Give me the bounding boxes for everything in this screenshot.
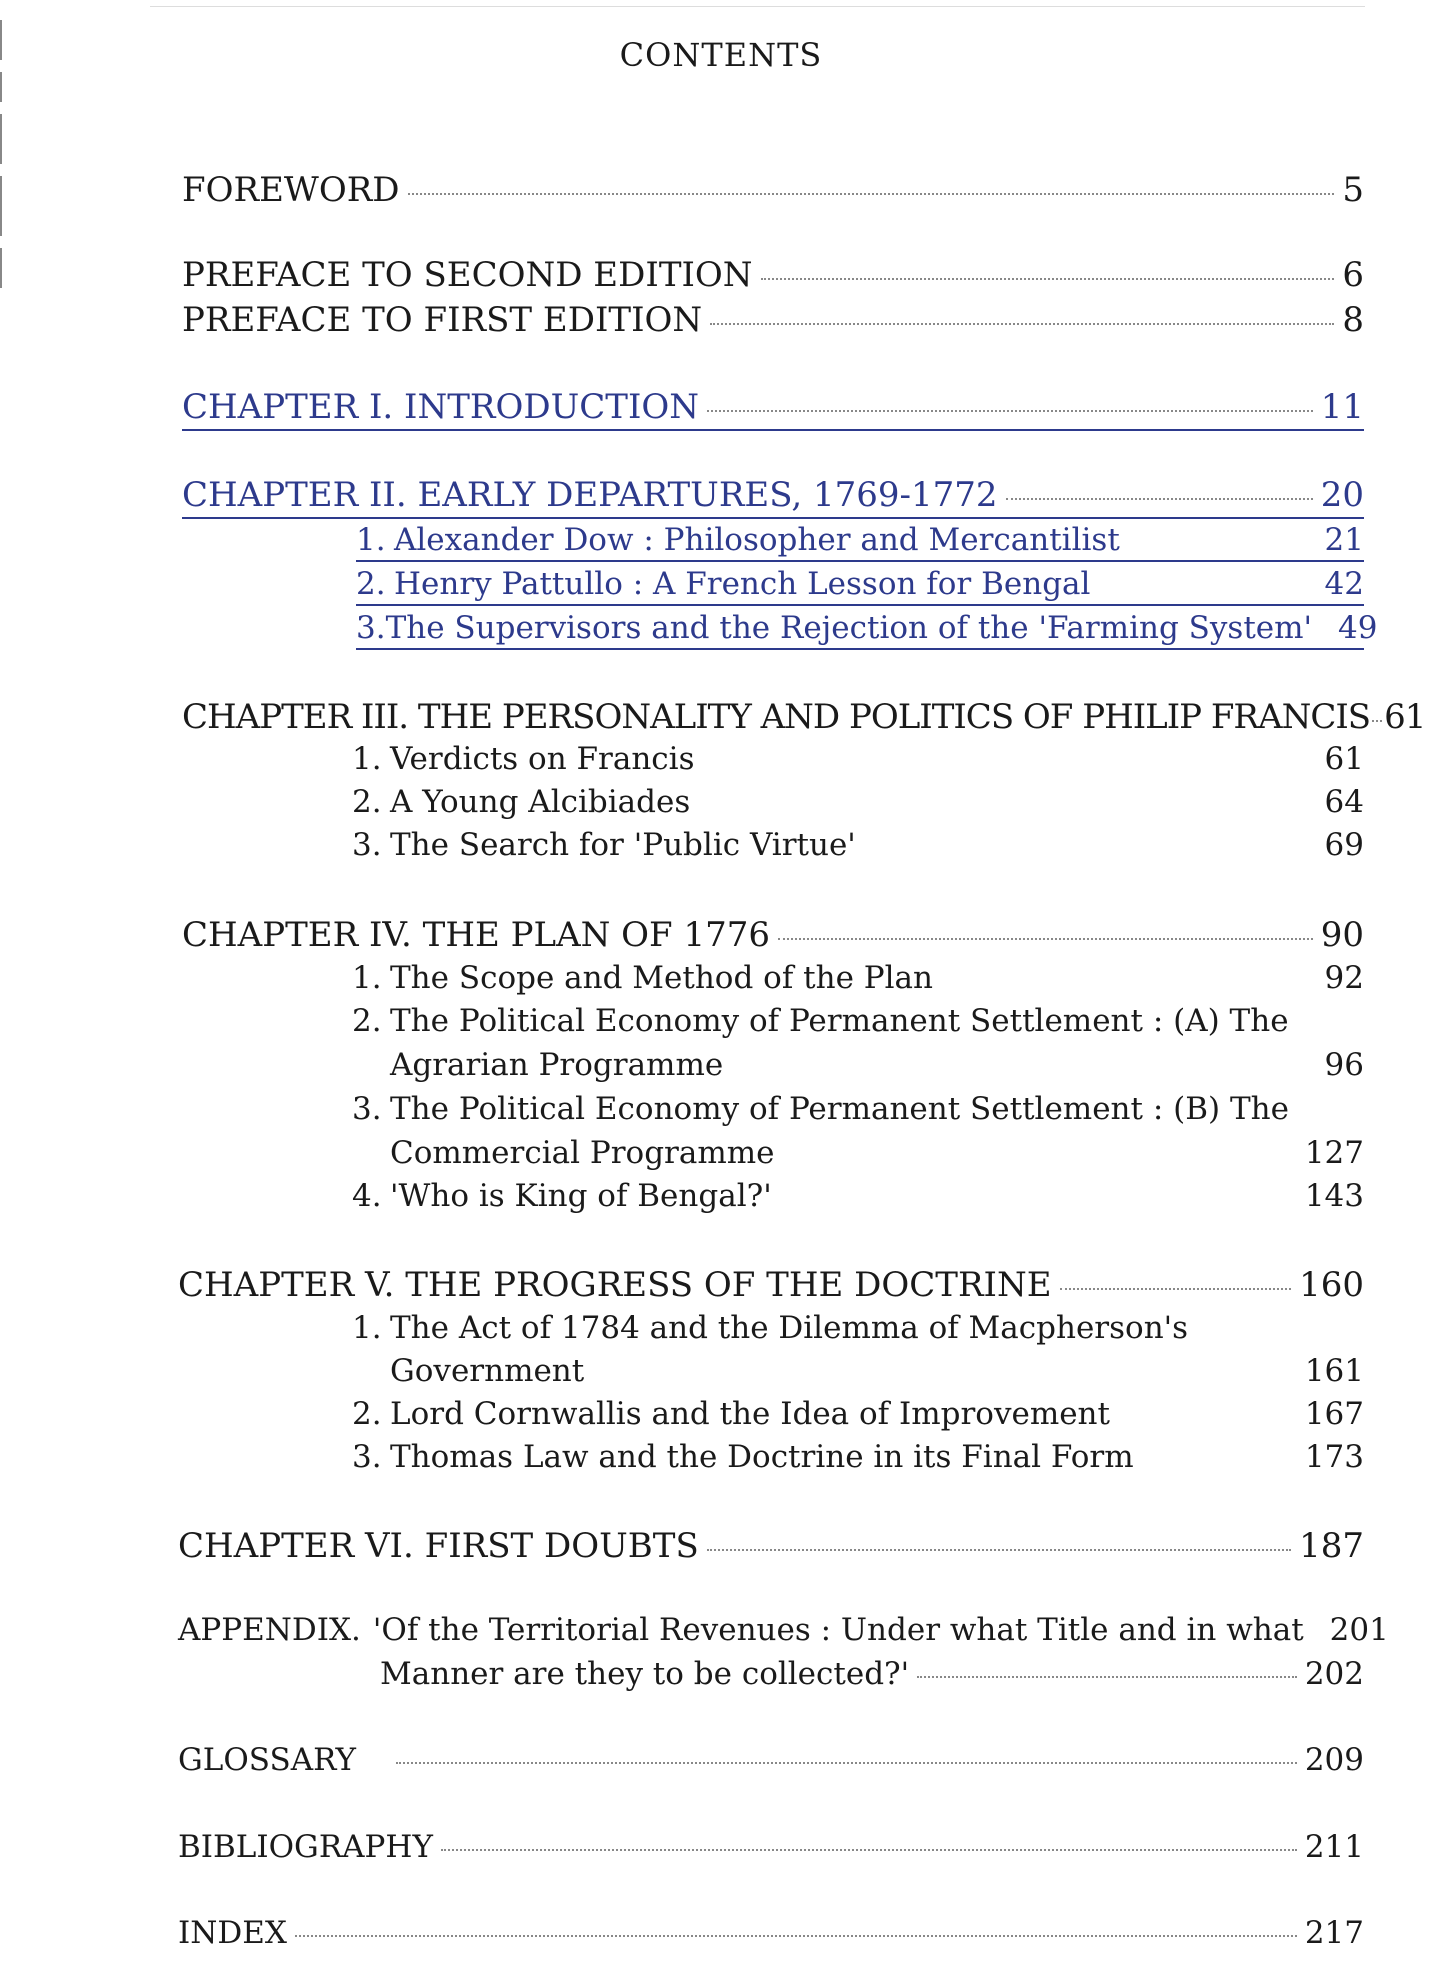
entry-label: The Political Economy of Permanent Settlement : (B) The: [390, 1091, 1289, 1127]
toc-entry-bibliography[interactable]: [178, 1829, 1364, 1865]
leader-dots: [761, 278, 1335, 280]
entry-page: 202: [1304, 1656, 1364, 1692]
toc-entry-foreword[interactable]: [182, 170, 1364, 210]
toc-entry-5-1[interactable]: [352, 1310, 1364, 1346]
entry-label: BIBLIOGRAPHY: [178, 1829, 433, 1865]
entry-number: 2.: [352, 1396, 382, 1432]
entry-label: CHAPTER IV. THE PLAN OF 1776: [182, 915, 770, 955]
toc-entry-4-1[interactable]: [352, 960, 1364, 996]
leader-dots: [778, 938, 1313, 940]
entry-page: 11: [1320, 387, 1364, 427]
toc-entry-2-2[interactable]: [356, 566, 1364, 606]
entry-number: 2.: [352, 1003, 382, 1039]
toc-entry-2-3[interactable]: [356, 610, 1378, 650]
entry-number: 1.: [352, 960, 382, 996]
leader-dots: [917, 1676, 1297, 1678]
entry-page: 217: [1304, 1915, 1364, 1951]
toc-entry-preface-first[interactable]: [182, 300, 1364, 340]
entry-label: APPENDIX.: [178, 1612, 361, 1648]
entry-page: 61: [1324, 741, 1364, 777]
toc-entry-chapter-5[interactable]: [178, 1265, 1364, 1305]
entry-page: 8: [1342, 300, 1364, 340]
toc-entry-chapter-4[interactable]: [182, 915, 1364, 955]
entry-label: Lord Cornwallis and the Idea of Improvement: [390, 1396, 1110, 1432]
toc-entry-5-1-cont[interactable]: [390, 1353, 1364, 1389]
toc-entry-5-2[interactable]: [352, 1396, 1364, 1432]
toc-entry-appendix-cont[interactable]: [380, 1656, 1364, 1692]
toc-entry-5-3[interactable]: [352, 1439, 1364, 1475]
entry-label: The Act of 1784 and the Dilemma of Macpherson's: [390, 1310, 1189, 1346]
leader-dots: [396, 1762, 1297, 1764]
entry-page: 209: [1304, 1742, 1364, 1778]
entry-label: The Search for 'Public Virtue': [390, 827, 856, 863]
entry-page: 160: [1299, 1265, 1364, 1305]
entry-label: Alexander Dow : Philosopher and Mercantilist: [394, 522, 1120, 558]
toc-entry-4-3-cont[interactable]: [390, 1135, 1364, 1171]
appendix-title: 'Of the Territorial Revenues : Under what Title and in what: [372, 1612, 1304, 1648]
leader-dots: [295, 1935, 1297, 1937]
toc-entry-glossary[interactable]: [178, 1742, 1364, 1778]
entry-label: PREFACE TO FIRST EDITION: [182, 300, 703, 340]
entry-page: 167: [1304, 1396, 1364, 1432]
entry-page: 92: [1324, 960, 1364, 996]
leader-dots: [710, 323, 1334, 325]
toc-entry-3-3[interactable]: [352, 827, 1364, 863]
entry-label: CHAPTER III. THE PERSONALITY AND POLITICS OF PHILIP FRANCIS: [182, 697, 1371, 737]
entry-page: 143: [1304, 1178, 1364, 1214]
entry-label-continuation: Government: [390, 1353, 585, 1389]
entry-label-continuation: Commercial Programme: [390, 1135, 775, 1171]
entry-page: 42: [1324, 566, 1364, 602]
entry-number: 3.: [356, 610, 386, 646]
entry-label-continuation: Agrarian Programme: [390, 1047, 724, 1083]
entry-page: 5: [1342, 170, 1364, 210]
entry-label: The Political Economy of Permanent Settlement : (A) The: [390, 1003, 1289, 1039]
toc-entry-chapter-2[interactable]: [182, 475, 1364, 519]
entry-label: The Scope and Method of the Plan: [390, 960, 933, 996]
toc-entry-chapter-3[interactable]: [182, 697, 1426, 737]
entry-page: 64: [1324, 784, 1364, 820]
leader-dots: [1372, 720, 1382, 722]
entry-label: A Young Alcibiades: [390, 784, 691, 820]
toc-entry-3-2[interactable]: [352, 784, 1364, 820]
entry-page: 6: [1342, 255, 1364, 295]
toc-entry-4-2-cont[interactable]: [390, 1047, 1364, 1083]
entry-label: CHAPTER II. EARLY DEPARTURES, 1769-1772: [182, 475, 998, 515]
toc-entry-index[interactable]: [178, 1915, 1364, 1951]
page-title: CONTENTS: [619, 36, 823, 74]
leader-dots: [707, 410, 1313, 412]
leader-dots: [1060, 1288, 1292, 1290]
toc-entry-4-4[interactable]: [352, 1178, 1364, 1214]
entry-page: 69: [1324, 827, 1364, 863]
entry-page: 201: [1329, 1612, 1389, 1648]
entry-page: 90: [1320, 915, 1364, 955]
entry-page: 161: [1304, 1353, 1364, 1389]
toc-entry-4-3[interactable]: [352, 1091, 1364, 1127]
table-of-contents: [178, 0, 1426, 1988]
entry-page: 20: [1320, 475, 1364, 515]
entry-label: INDEX: [178, 1915, 287, 1951]
leader-dots: [1006, 498, 1313, 500]
entry-number: 1.: [352, 741, 382, 777]
entry-label: GLOSSARY: [178, 1742, 356, 1778]
entry-label: Verdicts on Francis: [390, 741, 695, 777]
entry-page: 21: [1324, 522, 1364, 558]
entry-page: 96: [1324, 1047, 1364, 1083]
entry-number: 3.: [352, 1439, 382, 1475]
entry-label: Thomas Law and the Doctrine in its Final Form: [390, 1439, 1134, 1475]
entry-label: PREFACE TO SECOND EDITION: [182, 255, 753, 295]
entry-label: FOREWORD: [182, 170, 400, 210]
entry-number: 1.: [352, 1310, 382, 1346]
entry-number: 3.: [352, 1091, 382, 1127]
entry-page: 211: [1304, 1829, 1364, 1865]
toc-entry-preface-second[interactable]: [182, 255, 1364, 295]
entry-page: 187: [1299, 1526, 1364, 1566]
entry-page: 49: [1338, 610, 1378, 646]
leader-dots: [441, 1849, 1297, 1851]
entry-label-continuation: Manner are they to be collected?': [380, 1656, 910, 1692]
toc-entry-2-1[interactable]: [356, 522, 1364, 562]
entry-number: 2.: [356, 566, 386, 602]
leader-dots: [707, 1549, 1291, 1551]
entry-number: 3.: [352, 827, 382, 863]
toc-entry-3-1[interactable]: [352, 741, 1364, 777]
toc-entry-chapter-1[interactable]: [182, 387, 1364, 431]
entry-page: 127: [1304, 1135, 1364, 1171]
toc-entry-4-2[interactable]: [352, 1003, 1364, 1039]
entry-label: The Supervisors and the Rejection of the 'Farming System': [385, 610, 1313, 646]
entry-page: 61: [1384, 697, 1426, 737]
toc-entry-chapter-6[interactable]: [178, 1526, 1364, 1566]
entry-label: 'Who is King of Bengal?': [390, 1178, 772, 1214]
entry-number: 4.: [352, 1178, 382, 1214]
entry-label: CHAPTER I. INTRODUCTION: [182, 387, 700, 427]
entry-label: CHAPTER VI. FIRST DOUBTS: [178, 1526, 699, 1566]
entry-number: 2.: [352, 784, 382, 820]
toc-entry-appendix[interactable]: [178, 1612, 1389, 1648]
entry-number: 1.: [356, 522, 386, 558]
entry-label: Henry Pattullo : A French Lesson for Bengal: [394, 566, 1091, 602]
entry-label: CHAPTER V. THE PROGRESS OF THE DOCTRINE: [178, 1265, 1052, 1305]
entry-page: 173: [1304, 1439, 1364, 1475]
leader-dots: [408, 193, 1335, 195]
